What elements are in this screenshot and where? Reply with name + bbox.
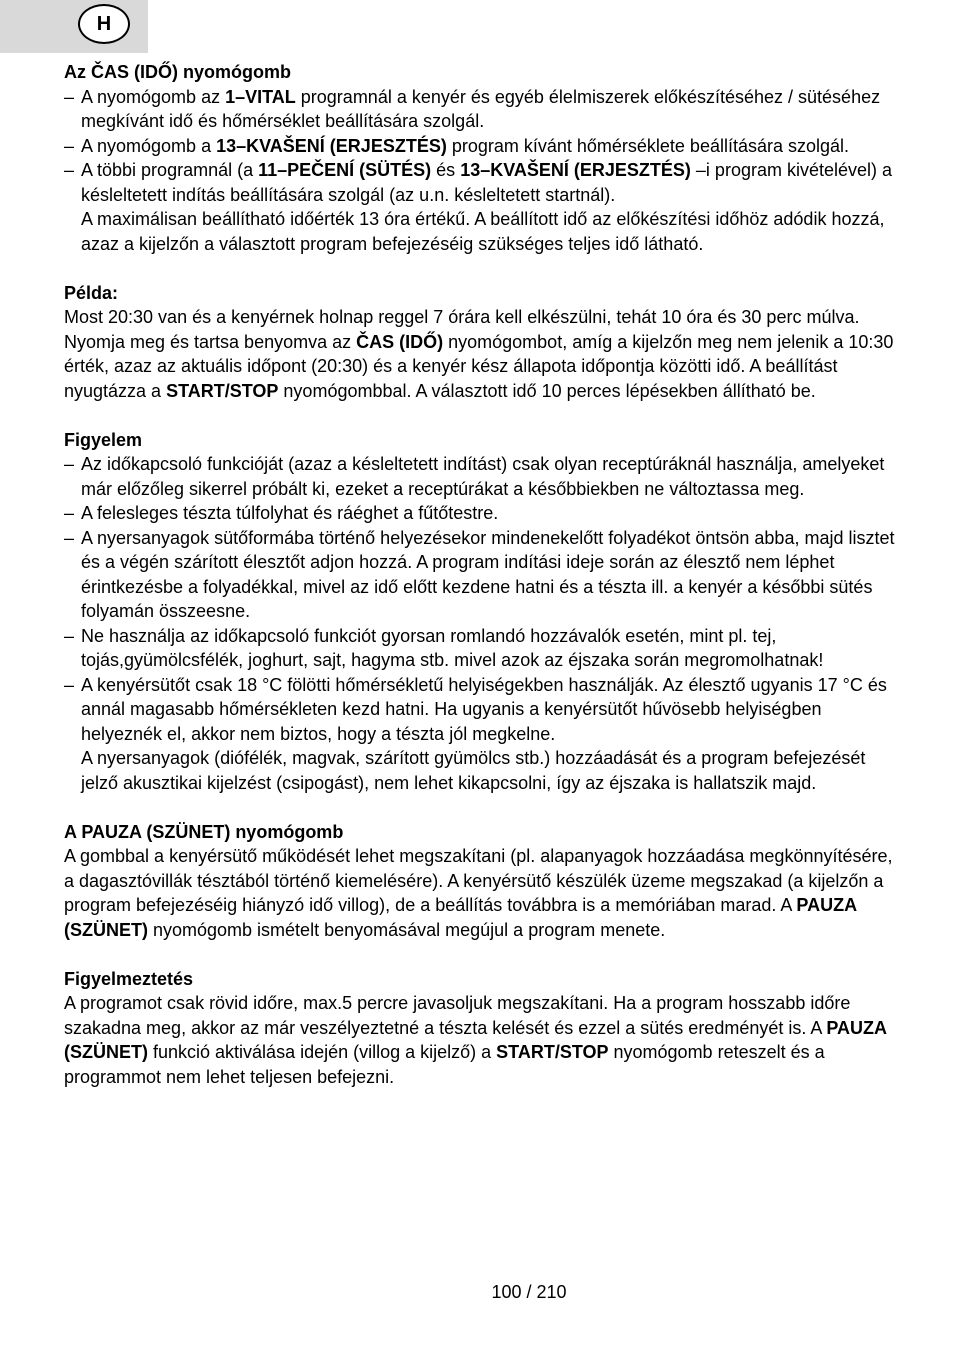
dash-mark: –: [64, 160, 75, 180]
language-badge: H: [78, 4, 130, 44]
figyelem-list-item: [64, 526, 904, 624]
cas-list-item: [64, 134, 904, 159]
cas-item-3-text: A többi programnál (a 11–PEČENÍ (SÜTÉS) és 13–KVAŠENÍ (ERJESZTÉS) –i program kivételével) a késleltetett indítás beállítására szolgál (az u.n. késleltetett startnál).: [81, 160, 893, 205]
dash-mark: –: [64, 135, 75, 156]
figyelem-item-2-text: A felesleges tészta túlfolyhat és ráéghet a fűtőtestre.: [81, 503, 499, 523]
figyelem-item-1-text: Az időkapcsoló funkcióját (azaz a késleltetett indítást) csak olyan receptúráknál használja, amelyeket már előzőleg sikerrel próbált ki, ezeket a receptúrákat a későbbiekben ne változtassa meg.: [81, 454, 885, 499]
cas-heading: Az ČAS (IDŐ) nyomógomb: [64, 62, 291, 82]
figyelem-list-item: [64, 452, 904, 501]
pelda-paragraph: Most 20:30 van és a kenyérnek holnap reggel 7 órára kell elkészülni, tehát 10 óra és 30 perc múlva. Nyomja meg és tartsa benyomva az ČAS (IDŐ) nyomógombot, amíg a kijelzőn meg nem jelenik a 10:30 érték, azaz az aktuális időpont (20:30) és a kenyér kész állapota időpontja közötti idő. A beállítást nyugtázza a START/STOP nyomógombbal. A választott idő 10 perces lépésekben állítható be.: [64, 307, 894, 401]
page-content: [64, 60, 904, 1089]
language-tab: [0, 0, 148, 53]
figyelem-list-item: [64, 673, 904, 747]
dash-mark: –: [64, 625, 75, 646]
dash-mark: –: [64, 503, 75, 523]
page-number-current: 100: [491, 1282, 522, 1302]
dash-mark: –: [64, 527, 75, 548]
pelda-heading: Példa:: [64, 282, 119, 303]
page-number-separator: /: [521, 1282, 537, 1302]
figyelem-item-3-text: A nyersanyagok sütőformába történő helyezésekor mindenekelőtt folyadékot öntsön abba, majd lisztet és a végén szárított élesztőt adjon hozzá. A program indítási ideje során az élesztő nem léphet érintkezésbe a folyadékkal, mivel az idő előtt kezdene hatni és a tészta ill. a kenyér a későbbi sütés folyamán összeesne.: [81, 527, 895, 621]
dash-mark: –: [64, 86, 75, 107]
dash-mark: –: [64, 674, 75, 695]
figyelem-item-5-continuation: A nyersanyagok (diófélék, magvak, szárított gyümölcs stb.) hozzáadását és a program befejezését jelző akusztikai kijelzést (csipogást), nem lehet kikapcsolni, így az éjszaka is hallatszik majd.: [81, 748, 866, 793]
figyelem-list-item: [64, 624, 904, 673]
figyelem-item-5-text: A kenyérsütőt csak 18 °C fölötti hőmérsékletű helyiségekben használják. Az élesztő ugyanis 17 °C és annál magasabb hőmérsékleten kezd hatni. Ha ugyanis a kenyérsütőt hűvösebb helyiségben helyeznék el, akkor nem biztos, hogy a tészta jól megkelne.: [81, 674, 887, 744]
figyelem-heading: Figyelem: [64, 429, 143, 450]
figyelmeztetes-paragraph: A programot csak rövid időre, max.5 percre javasoljuk megszakítani. Ha a program hosszabb időre szakadna meg, akkor az már veszélyeztetné a tészta kelését és ezzel a sütés eredményét is. A PAUZA (SZÜNET) funkció aktiválása idején (villog a kijelző) a START/STOP nyomógomb reteszelt és a programmot nem lehet teljesen befejezni.: [64, 993, 887, 1087]
cas-item-2-text: A nyomógomb a 13–KVAŠENÍ (ERJESZTÉS) program kívánt hőmérséklete beállítására szolgál.: [81, 135, 850, 156]
pauza-paragraph: A gombbal a kenyérsütő működését lehet megszakítani (pl. alapanyagok hozzáadása megkönnyítésére, a dagasztóvillák tésztából történő kiemelésére). A kenyérsütő készülék üzeme megszakad (a kijelzőn a program befejezéséig hiányzó idő villog), de a beállítás továbbra is a memóriában marad. A PAUZA (SZÜNET) nyomógomb ismételt benyomásával megújul a program menete.: [64, 846, 893, 940]
figyelem-list-item: [64, 501, 904, 526]
figyelem-item-4-text: Ne használja az időkapcsoló funkciót gyorsan romlandó hozzávalók esetén, mint pl. tej, tojás,gyümölcsfélék, joghurt, sajt, hagyma stb. mivel azok az éjszaka során megromolhatnak!: [81, 625, 824, 670]
cas-list-item: [64, 158, 904, 207]
page-number-total: 210: [536, 1282, 567, 1302]
cas-list-item: [64, 85, 904, 134]
cas-item-1-text: A nyomógomb az 1–VITAL programnál a kenyér és egyéb élelmiszerek előkészítéséhez / sütéséhez megkívánt idő és hőmérséklet beállítására szolgál.: [81, 86, 881, 131]
pauza-heading: A PAUZA (SZÜNET) nyomógomb: [64, 821, 344, 842]
page-number: [0, 1282, 954, 1303]
figyelmeztetes-heading: Figyelmeztetés: [64, 968, 194, 989]
cas-item-3-continuation: A maximálisan beállítható időérték 13 óra értékű. A beállított idő az előkészítési időhöz adódik hozzá, azaz a kijelzőn a választott program befejezéséig szükséges teljes idő látható.: [81, 209, 885, 254]
dash-mark: –: [64, 454, 75, 474]
